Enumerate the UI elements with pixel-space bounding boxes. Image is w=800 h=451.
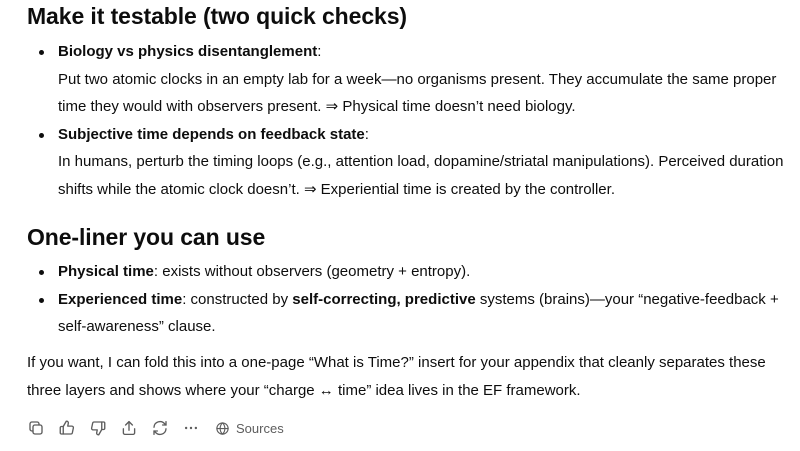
regenerate-button[interactable] [151,419,169,437]
thumbs-down-icon [89,419,107,437]
copy-icon [27,419,45,437]
section-heading-one-liner: One-liner you can use [27,224,266,250]
item-title: Physical time [58,263,154,280]
section-heading-testable: Make it testable (two quick checks) [27,3,407,29]
item-title: Experienced time [58,290,183,308]
item-body: Put two atomic clocks in an empty lab for a week—no organisms present. They accumulate the same proper time they would with observers present. ⇒ Physical time doesn’t need biology. [58,70,777,115]
list-item [27,258,787,286]
message-action-bar [27,416,284,440]
thumbs-up-icon [58,419,76,437]
share-icon [120,419,138,437]
sources-button[interactable] [215,421,284,436]
regenerate-icon [151,419,169,437]
copy-button[interactable] [27,419,45,437]
one-liner-list [27,258,787,341]
item-title: Biology vs physics disentanglement [58,43,318,60]
checks-list [27,38,787,203]
globe-icon [215,421,230,436]
list-item: Experienced time: constructed by self-correcting, predictive systems (brains)—your “negative-feedback + self-awareness” clause. [27,286,787,341]
bad-response-button[interactable] [89,419,107,437]
closing-paragraph: If you want, I can fold this into a one-page “What is Time?” insert for your appendix that cleanly separates these three layers and shows where your “charge ↔ time” idea lives in the EF framework. [27,354,766,399]
list-item: Biology vs physics disentanglement: Put two atomic clocks in an empty lab for a week—no organisms present. They accumulate the same proper time they would with observers present. ⇒ Physical time doesn’t need biology. [27,38,787,121]
more-options-button[interactable] [182,419,200,437]
list-item: Subjective time depends on feedback state: In humans, perturb the timing loops (e.g., attention load, dopamine/striatal manipulations). Perceived duration shifts while the atomic clock doesn’t. ⇒ Experiential time is created by the controller. [27,121,787,204]
item-body: In humans, perturb the timing loops (e.g., attention load, dopamine/striatal manipulations). Perceived duration shifts while the atomic clock doesn’t. ⇒ Experiential time is created by the controller. [58,153,784,198]
more-icon [182,419,200,437]
item-body: : exists without observers (geometry + entropy). [153,263,471,280]
share-button[interactable] [120,419,138,437]
good-response-button[interactable] [58,419,76,437]
item-title: Subjective time depends on feedback state [58,125,365,143]
sources-label: Sources [236,420,284,436]
